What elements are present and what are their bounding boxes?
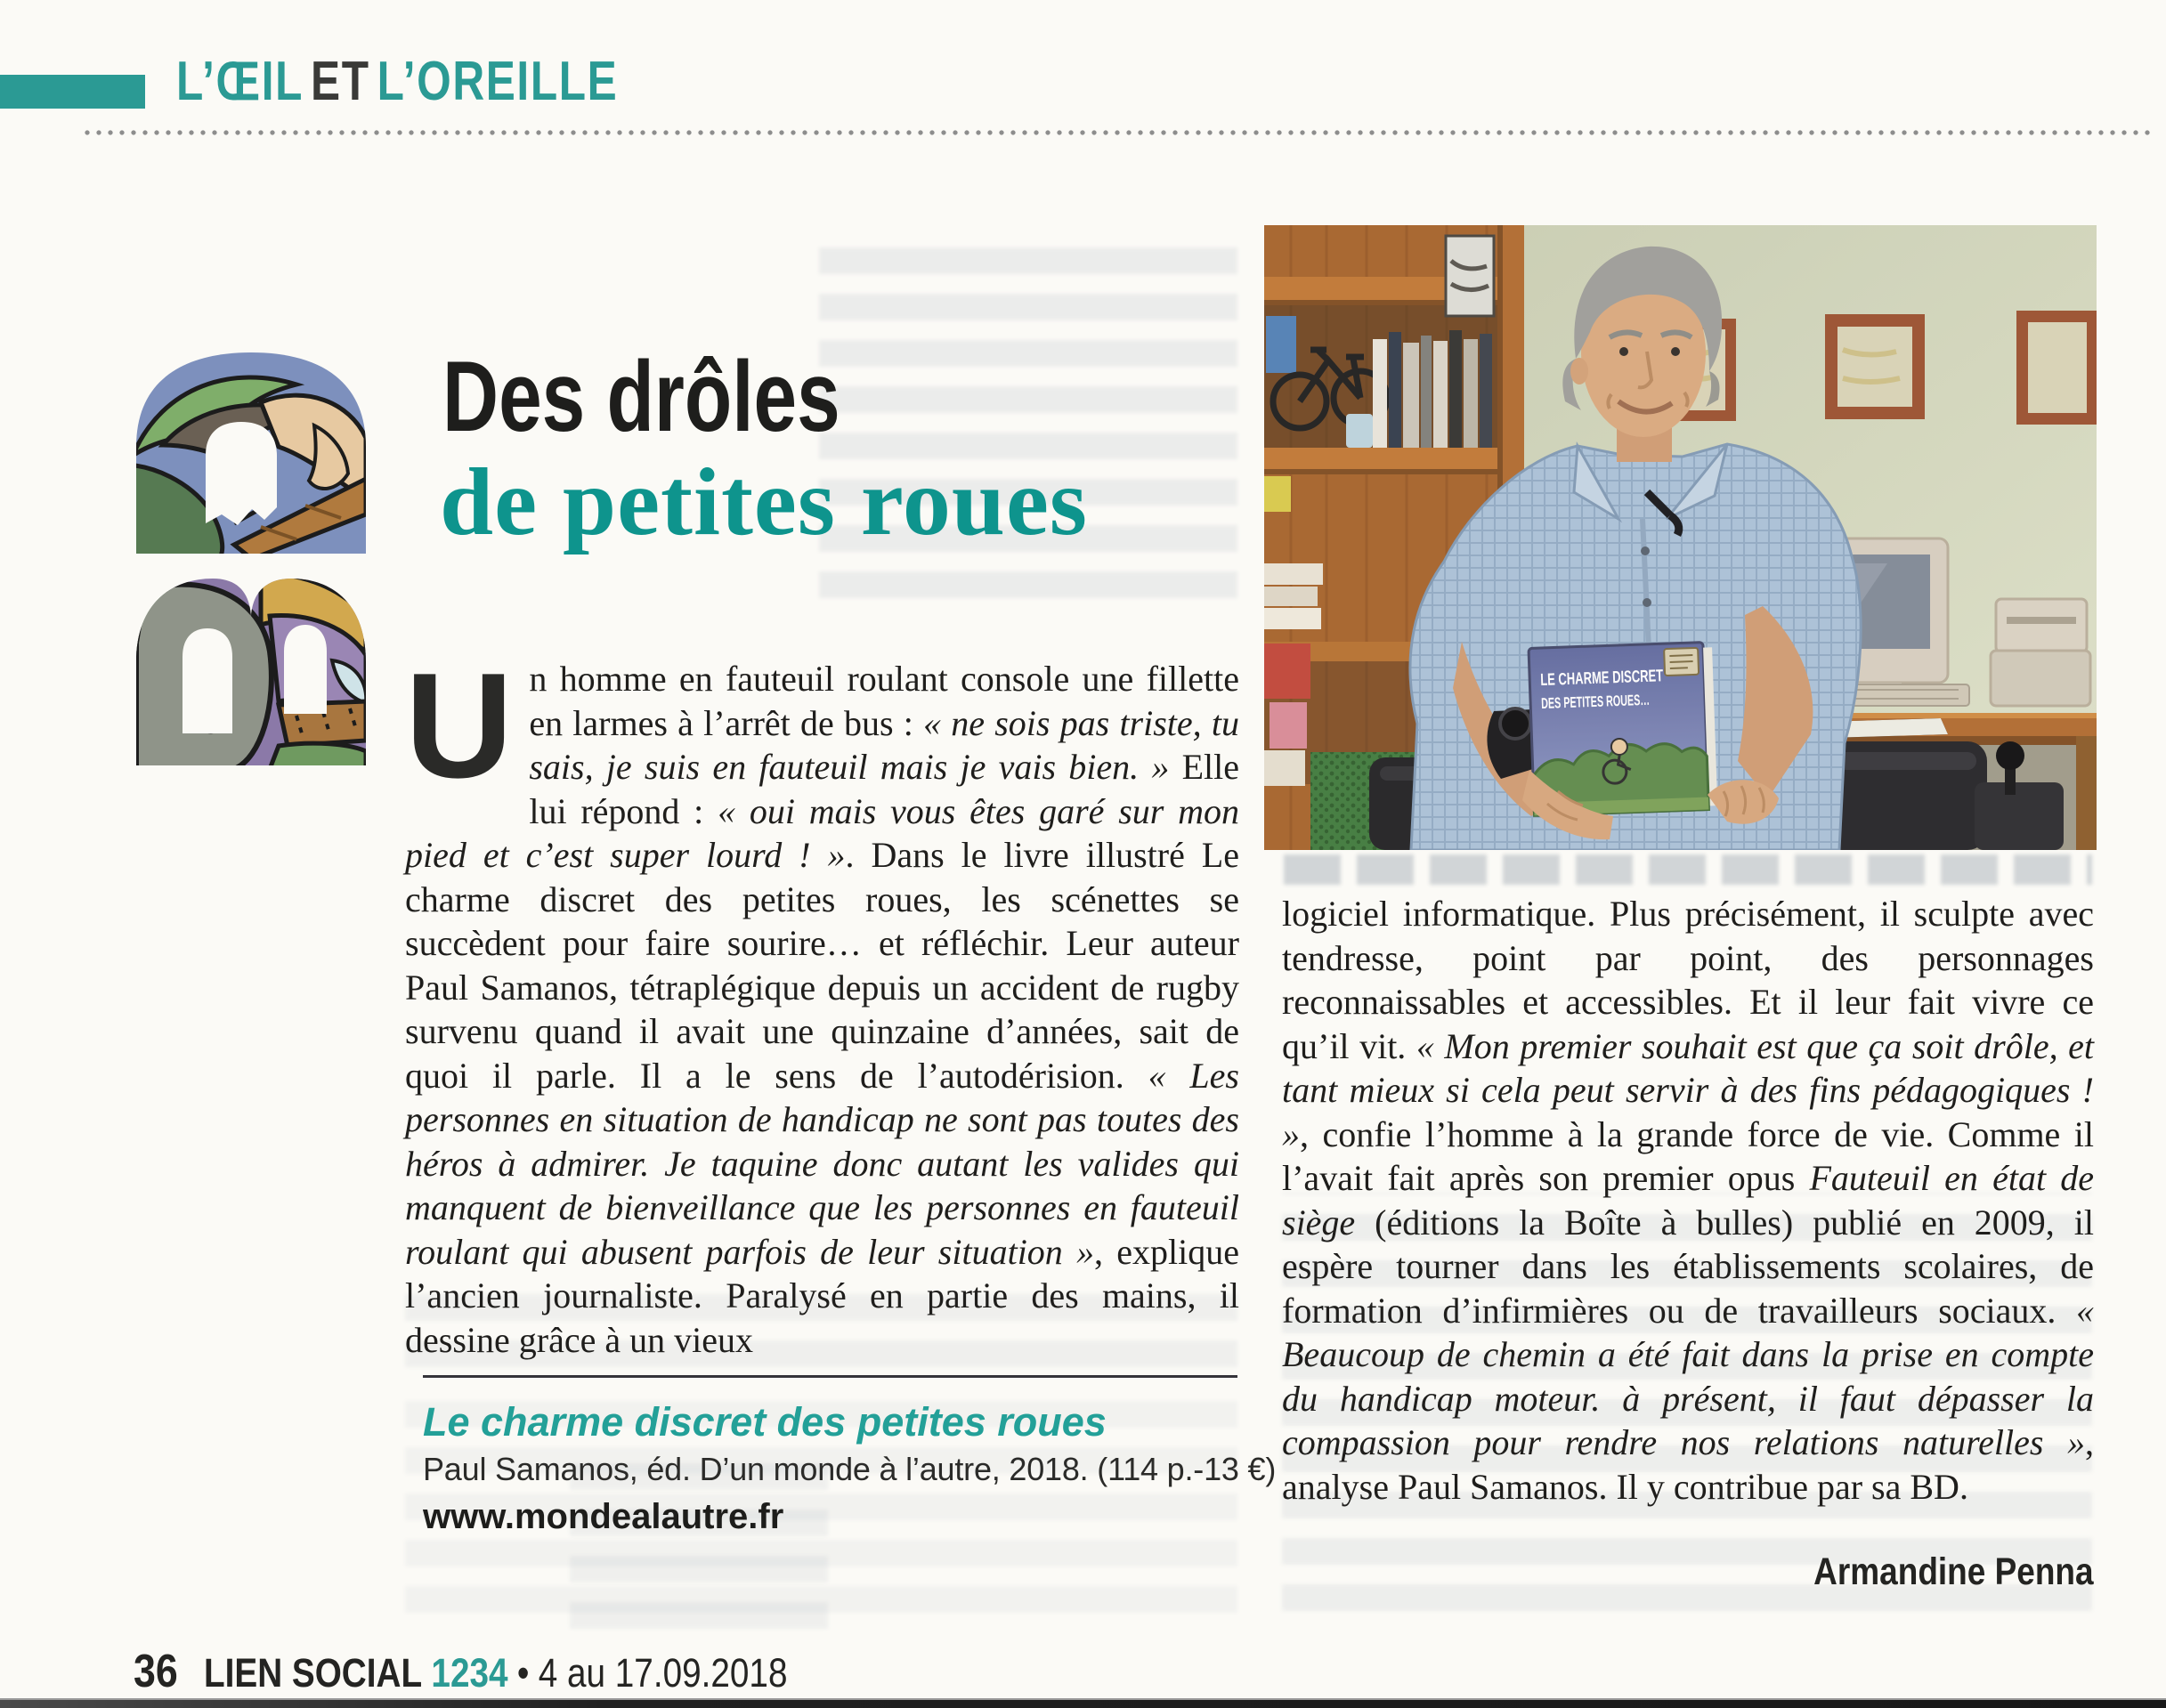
article-text-right: logiciel informatique. Plus précisément, il sculpte avec tendresse, point par point, des personnages reconnaissables et accessibles. Et il leur fait vivre ce qu’il vit. « Mon premier souhait est que ça soit drôle, et tant mieux si cela peut servir à des fins pédagogiques ! », confie l’homme à la grande force de vie. Comme il l’avait fait après son premier opus Fauteuil en état de siège (éditions la Boîte à bulles) publié en 2009, il espère tourner dans les établissements scolaires, de formation d’infirmières ou de travailleurs sociaux. « Beaucoup de chemin a été fait dans la prise en compte du handicap moteur. à présent, il faut dépasser la compassion pour rendre nos relations naturelles », analyse Paul Samanos. Il y contribue par sa BD. [1282, 894, 2095, 1507]
book-box-rule [423, 1375, 1237, 1378]
footer-date: 4 au 17.09.2018 [538, 1650, 788, 1696]
book-box-title: Le charme discret des petites roues [423, 1399, 1107, 1445]
dropcap: U [405, 642, 514, 809]
bd-letters-illustration [127, 349, 374, 769]
photo-illustration [1264, 225, 2097, 850]
book-box-details: Paul Samanos, éd. D’un monde à l’autre, 2018. (114 p.-13 €) [423, 1451, 1277, 1487]
article-column-left [405, 642, 1240, 1369]
article-text-left: n homme en fauteuil roulant console une fillette en larmes à l’arrêt de bus : « ne sois pas triste, tu sais, je suis en fauteuil mais je vais bien. » Elle lui répond : « oui mais vous êtes garé sur mon pied et c’est super lourd ! ». Dans le livre illustré Le charme discret des petites roues, les scénettes se succèdent pour faire sourire… et réfléchir. Leur auteur Paul Samanos, tétraplégique depuis un accident de rugby survenu quand il avait une quinzaine d’années, sait de quoi il parle. Il a le sens de l’autodérision. « Les personnes en situation de handicap ne sont pas toutes des héros à admirer. Je taquine donc autant les valides qui manquent de bienveillance que les personnes en fauteuil roulant qui abusent parfois de leur situation », explique l’ancien journaliste. Paralysé en partie des mains, il dessine grâce à un vieux [405, 659, 1240, 1360]
book-box-url: www.mondealautre.fr [423, 1497, 784, 1536]
article-title-line1: Des drôles [442, 341, 840, 452]
footer-magazine-name: LIEN SOCIAL [203, 1650, 423, 1696]
article-title-line2: de petites roues [440, 449, 1088, 555]
kicker-part-3: L’OREILLE [377, 51, 619, 112]
section-kicker [176, 50, 728, 113]
book-cover-title-line1: LE CHARME DISCRET [1539, 665, 1721, 691]
book-cover-title-line2: DES PETITES ROUES… [1540, 689, 1714, 713]
kicker-part-1: L’ŒIL [176, 51, 304, 112]
kicker-part-2: ET [311, 51, 370, 112]
article-column-right [1282, 892, 2094, 1542]
footer-page-number: 36 [134, 1646, 178, 1697]
footer-separator: • [516, 1650, 530, 1696]
article-photo [1264, 225, 2097, 850]
kicker-accent-bar [0, 75, 145, 109]
footer-issue-number: 1234 [431, 1650, 508, 1696]
ghost-showthrough [1284, 854, 2092, 885]
dotted-rule [85, 130, 2155, 136]
bd-rubric-art [127, 349, 374, 769]
scan-edge-bar [0, 1698, 2166, 1708]
byline: Armandine Penna [1813, 1550, 2094, 1593]
page-footer [134, 1645, 894, 1698]
